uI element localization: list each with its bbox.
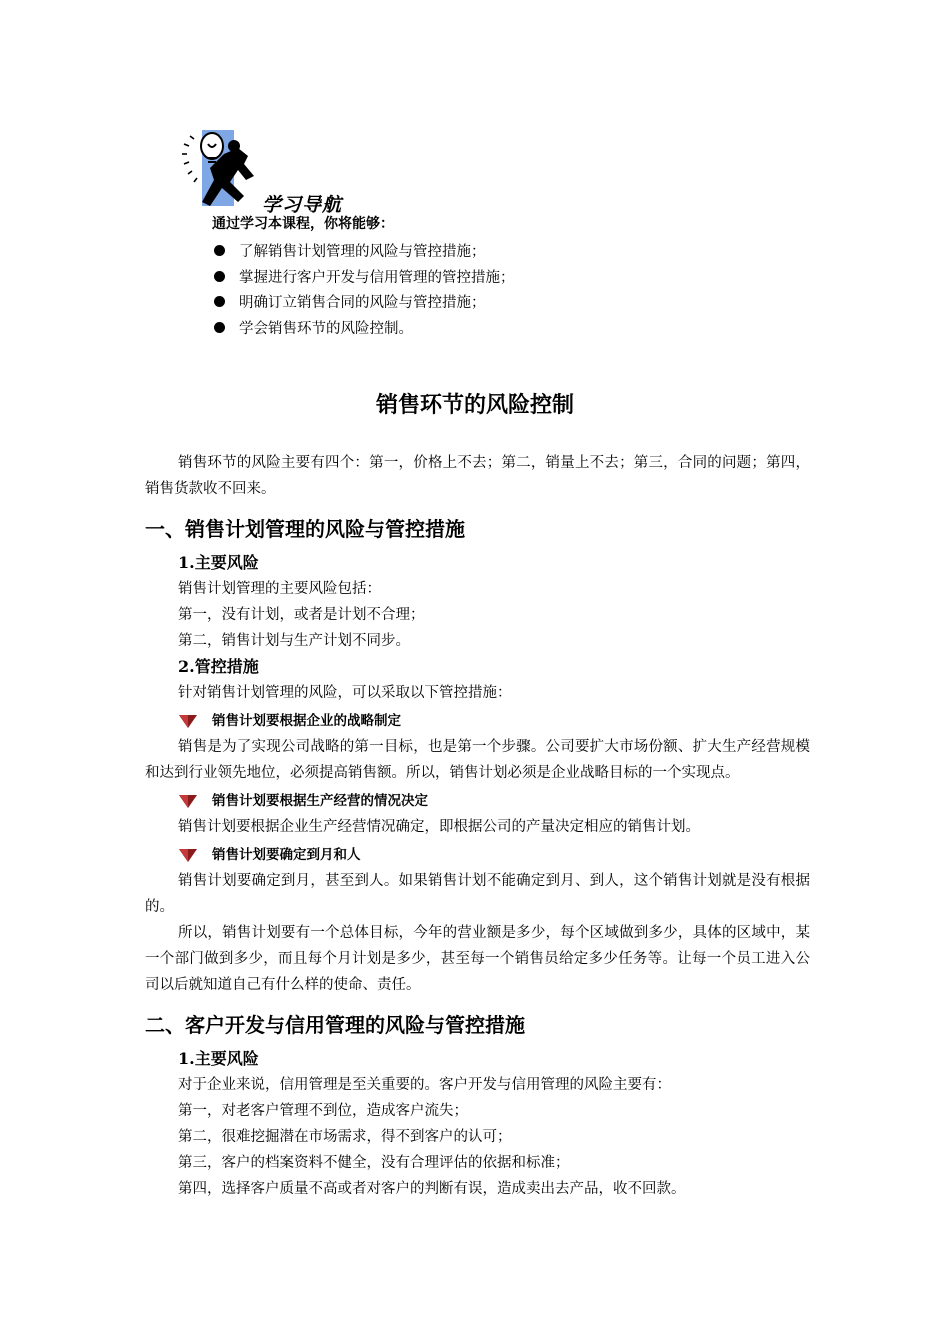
nav-title: 学习导航	[262, 194, 343, 216]
intro-paragraph: 销售环节的风险主要有四个：第一，价格上不去；第二，销量上不去；第三，合同的问题；第四，销售货款收不回来。	[145, 455, 810, 497]
red-arrow-bullet-icon	[178, 847, 198, 863]
goal-text: 了解销售计划管理的风险与管控措施；	[239, 244, 486, 261]
list-item	[212, 315, 515, 341]
bullet-icon	[214, 322, 225, 333]
measure-title: 销售计划要确定到月和人	[212, 847, 361, 863]
bullet-icon	[214, 271, 225, 282]
section1-risk-line: 销售计划管理的主要风险包括：	[178, 581, 381, 597]
measure-heading	[145, 788, 810, 814]
measure-heading	[145, 708, 810, 734]
section2-risk-line: 第一，对老客户管理不到位，造成客户流失；	[178, 1103, 468, 1119]
list-item	[212, 289, 515, 315]
lightbulb-runner-icon	[172, 122, 272, 214]
measure-text: 销售计划要确定到月，甚至到人。如果销售计划不能确定到月、到人，这个销售计划就是没有根据的。	[145, 873, 810, 915]
bullet-icon	[214, 296, 225, 307]
section1-control-heading: 2.管控措施	[178, 657, 259, 676]
list-item	[212, 264, 515, 290]
section1-closing: 所以，销售计划要有一个总体目标，今年的营业额是多少，每个区域做到多少，具体的区域中，某一个部门做到多少，而且每个月计划是多少，甚至每一个销售员给定多少任务等。让每一个员工进入公司以后就知道自己有什么样的使命、责任。	[145, 925, 810, 993]
section1-risk-line: 第二，销售计划与生产计划不同步。	[178, 633, 410, 649]
nav-intro: 通过学习本课程，你将能够：	[212, 216, 394, 232]
section1-risk-line: 第一，没有计划，或者是计划不合理；	[178, 607, 425, 623]
goal-text: 掌握进行客户开发与信用管理的管控措施；	[239, 269, 515, 286]
section2-risk-heading: 1.主要风险	[178, 1049, 259, 1068]
section2-risk-line: 第三，客户的档案资料不健全，没有合理评估的依据和标准；	[178, 1155, 570, 1171]
section1-heading: 一、销售计划管理的风险与管控措施	[145, 517, 465, 541]
measure-text: 销售计划要根据企业生产经营情况确定，即根据公司的产量决定相应的销售计划。	[178, 819, 700, 835]
red-arrow-bullet-icon	[178, 713, 198, 729]
measure-title: 销售计划要根据企业的战略制定	[212, 713, 401, 729]
measure-title: 销售计划要根据生产经营的情况决定	[212, 793, 428, 809]
measure-heading	[145, 842, 810, 868]
list-item	[212, 238, 515, 264]
section2-heading: 二、客户开发与信用管理的风险与管控措施	[145, 1013, 525, 1037]
learning-goals-list	[212, 238, 515, 340]
section2-risk-line: 对于企业来说，信用管理是至关重要的。客户开发与信用管理的风险主要有：	[178, 1077, 671, 1093]
section1-control-intro: 针对销售计划管理的风险，可以采取以下管控措施：	[178, 685, 512, 701]
section1-risk-heading: 1.主要风险	[178, 553, 259, 572]
document-body	[145, 450, 810, 1202]
goal-text: 明确订立销售合同的风险与管控措施；	[239, 295, 486, 312]
section2-risk-line: 第四，选择客户质量不高或者对客户的判断有误，造成卖出去产品，收不回款。	[178, 1181, 686, 1197]
measure-text: 销售是为了实现公司战略的第一目标，也是第一个步骤。公司要扩大市场份额、扩大生产经营规模和达到行业领先地位，必须提高销售额。所以，销售计划必须是企业战略目标的一个实现点。	[145, 739, 810, 781]
goal-text: 学会销售环节的风险控制。	[239, 320, 413, 337]
section2-risk-line: 第二，很难挖掘潜在市场需求，得不到客户的认可；	[178, 1129, 512, 1145]
bullet-icon	[214, 245, 225, 256]
red-arrow-bullet-icon	[178, 793, 198, 809]
document-title: 销售环节的风险控制	[375, 393, 574, 418]
